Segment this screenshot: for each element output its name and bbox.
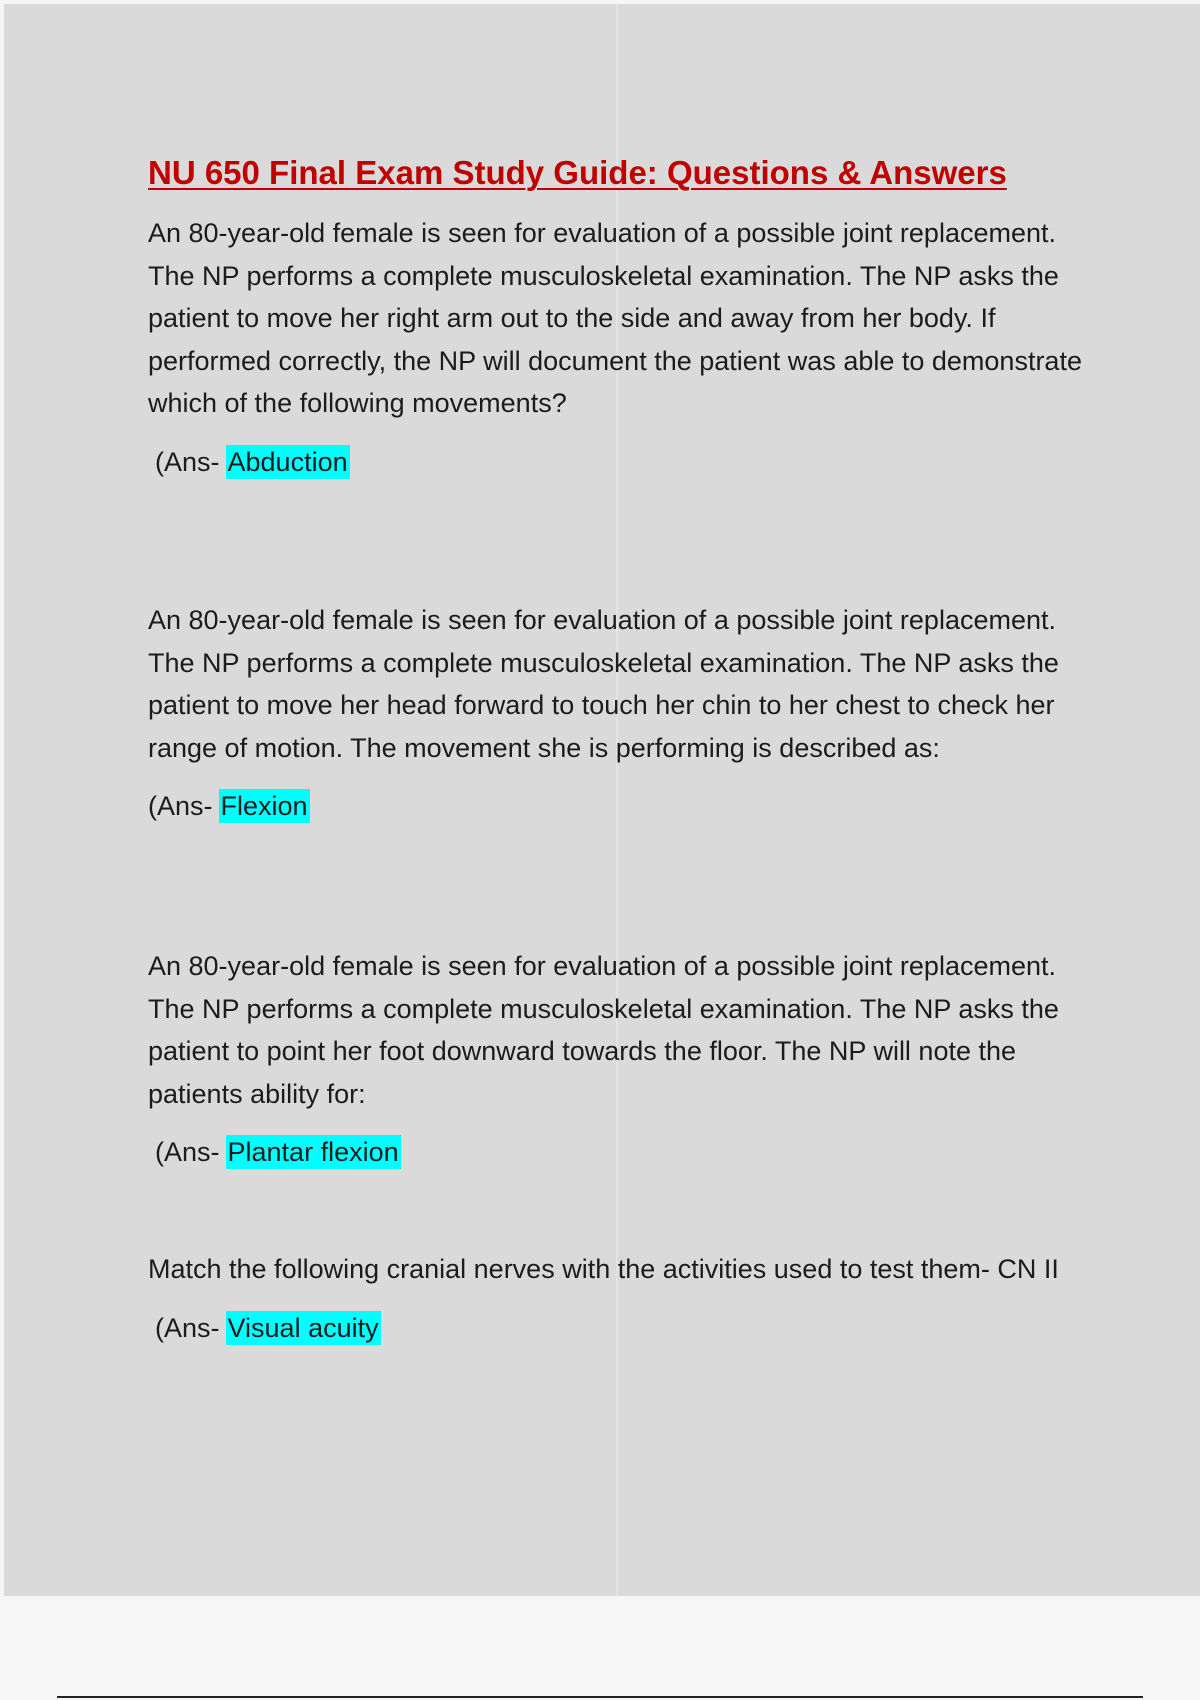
answer-prefix: (Ans- [148, 791, 213, 821]
question-text: Match the following cranial nerves with the activities used to test them- CN II [148, 1254, 1059, 1284]
answer-prefix: (Ans- [155, 1312, 220, 1343]
question-text: An 80-year-old female is seen for evaluation of a possible joint replacement. The NP performs a complete musculoskeletal examination. The NP asks the patient to move her right arm out to the side and away from her body. If performed correctly, the NP will document the patient was able to demonstrate which of the following movements? [148, 218, 1082, 418]
answer-line [148, 441, 1088, 483]
answer-prefix: (Ans- [155, 1137, 220, 1167]
answer-highlight: Flexion [220, 791, 308, 821]
question-text: An 80-year-old female is seen for evaluation of a possible joint replacement. The NP performs a complete musculoskeletal examination. The NP asks the patient to move her head forward to touch her chin to her chest to check her range of motion. The movement she is performing is described as: [148, 605, 1059, 763]
document-content [148, 148, 1088, 1343]
qa-item-4 [148, 1248, 1088, 1349]
answer-highlight: Abduction [227, 446, 348, 477]
answer-line [148, 1131, 1088, 1173]
answer-line [148, 785, 1088, 827]
question-text: An 80-year-old female is seen for evaluation of a possible joint replacement. The NP performs a complete musculoskeletal examination. The NP asks the patient to point her foot downward towards the floor. The NP will note the patients ability for: [148, 951, 1059, 1109]
answer-prefix: (Ans- [155, 446, 220, 477]
qa-item-3 [148, 945, 1088, 1173]
document-title: NU 650 Final Exam Study Guide: Questions & Answers [148, 154, 1007, 191]
footer-rule [57, 1696, 1143, 1698]
qa-item-1 [148, 212, 1088, 483]
answer-line [148, 1307, 1088, 1349]
answer-highlight: Visual acuity [227, 1312, 379, 1343]
answer-highlight: Plantar flexion [227, 1137, 399, 1167]
qa-item-2 [148, 599, 1088, 827]
